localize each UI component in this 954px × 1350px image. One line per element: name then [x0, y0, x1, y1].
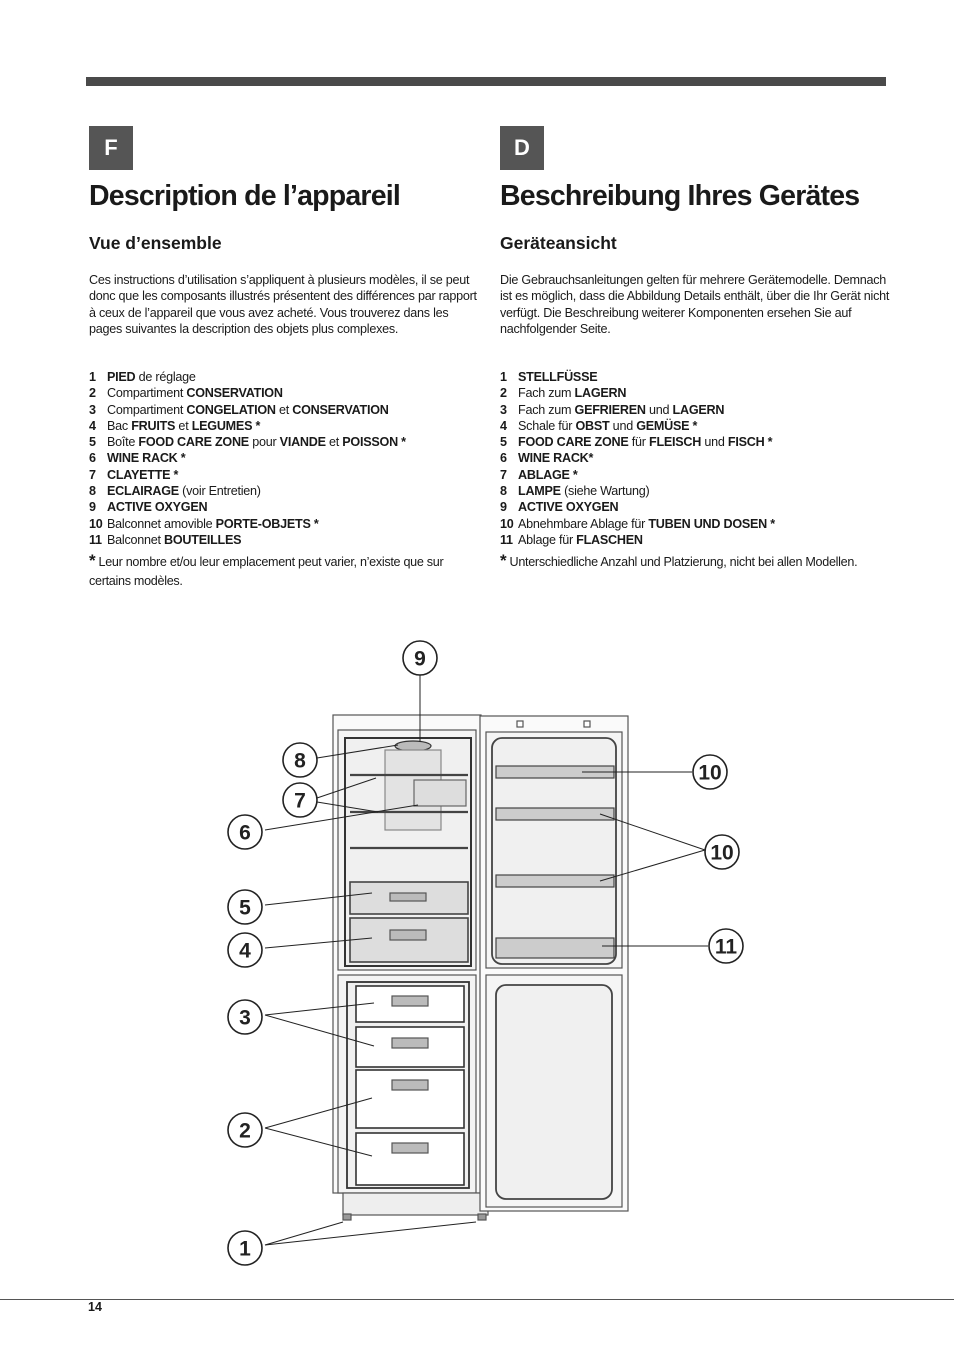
- item-number: 4: [500, 418, 507, 433]
- item-text: et: [175, 418, 192, 433]
- item-term: LAMPE: [518, 484, 561, 499]
- adjustable-foot: [343, 1214, 351, 1220]
- item-number: 5: [500, 435, 507, 450]
- item-term: GEFRIEREN: [574, 402, 646, 417]
- item-term: FOOD CARE ZONE: [518, 435, 629, 450]
- footnote-star: *: [89, 551, 96, 570]
- callout-number: 10: [710, 841, 734, 865]
- item-text: für: [628, 435, 649, 450]
- item-term: LAGERN: [574, 386, 627, 401]
- item-term: TUBEN UND DOSEN *: [648, 516, 775, 531]
- callout-number: 1: [239, 1237, 251, 1261]
- item-text: Compartiment: [107, 386, 187, 401]
- item-text: et: [275, 402, 293, 417]
- item-term: STELLFÜSSE: [518, 370, 598, 384]
- item-term: ABLAGE *: [518, 467, 578, 482]
- section-title-fr: Vue d’ensemble: [89, 233, 222, 253]
- drawer-handle: [392, 1080, 428, 1090]
- item-number: 4: [89, 418, 96, 433]
- callout-number: 7: [294, 789, 306, 813]
- callout-number: 9: [414, 647, 426, 671]
- item-number: 8: [500, 484, 507, 499]
- item-number: 11: [500, 532, 513, 547]
- item-number: 8: [89, 484, 96, 499]
- item-term: CONGELATION: [186, 402, 276, 417]
- item-number: 11: [89, 532, 102, 547]
- footnote-star: *: [500, 551, 507, 570]
- item-text: Abnehmbare Ablage für: [518, 516, 649, 531]
- drawer-handle: [390, 930, 426, 940]
- item-term: ACTIVE OXYGEN: [518, 500, 619, 515]
- item-number: 9: [500, 500, 507, 515]
- item-text: Compartiment: [107, 402, 187, 417]
- item-term: FRUITS: [131, 418, 176, 433]
- item-text: Fach zum: [518, 386, 575, 401]
- callout-number: 4: [239, 939, 251, 963]
- item-number: 2: [89, 386, 96, 401]
- item-term: WINE RACK *: [107, 451, 186, 466]
- item-number: 6: [500, 451, 507, 466]
- item-term: OBST: [575, 418, 610, 433]
- item-text: (siehe Wartung): [560, 484, 650, 499]
- item-number: 9: [89, 500, 96, 515]
- language-badge-f: F: [89, 126, 133, 170]
- item-term: FISCH *: [727, 435, 773, 450]
- item-term: POISSON *: [342, 435, 406, 450]
- door-hinge-mark: [517, 721, 523, 727]
- section-title-de: Geräteansicht: [500, 233, 617, 253]
- item-text: et: [325, 435, 343, 450]
- item-term: FLEISCH: [649, 435, 702, 450]
- item-term: CONSERVATION: [186, 386, 283, 401]
- plinth: [343, 1193, 488, 1215]
- item-text: Bac: [107, 418, 132, 433]
- freezer-drawer: [356, 1133, 464, 1185]
- language-badge-d: D: [500, 126, 544, 170]
- door-hinge-mark: [584, 721, 590, 727]
- item-term: PIED: [107, 370, 136, 384]
- item-text: Balconnet: [107, 532, 165, 547]
- door-balcony: [496, 875, 614, 887]
- drawer-handle: [390, 893, 426, 901]
- item-term: CLAYETTE *: [107, 467, 179, 482]
- intro-text-de: Die Gebrauchsanleitungen gelten für mehrere Gerätemodelle. Demnach ist es möglich, dass die Abbildung Details enthält, über die Ihr Gerät nicht verfügt. Die Beschreibung weiterer Komponenten ersehen Sie auf nachfolgender Seite.: [500, 273, 890, 336]
- item-term: PORTE-OBJETS *: [215, 516, 319, 531]
- callout-number: 8: [294, 749, 306, 773]
- item-text: Boîte: [107, 435, 139, 450]
- item-number: 5: [89, 435, 96, 450]
- item-term: BOUTEILLES: [164, 532, 242, 547]
- callout-number: 5: [239, 896, 251, 920]
- item-text: (voir Entretien): [178, 484, 261, 499]
- page-number: 14: [88, 1300, 102, 1314]
- bottom-rule: [0, 1299, 954, 1300]
- item-text: und: [609, 418, 637, 433]
- item-text: Ablage für: [518, 532, 577, 547]
- item-term: GEMÜSE *: [636, 418, 698, 433]
- callout-number: 11: [714, 935, 738, 959]
- item-term: CONSERVATION: [292, 402, 389, 417]
- item-text: Schale für: [518, 418, 576, 433]
- drawer-handle: [392, 996, 428, 1006]
- item-text: Fach zum: [518, 402, 575, 417]
- item-number: 7: [89, 467, 96, 482]
- callout-number: 2: [239, 1119, 251, 1143]
- freezer-door-liner: [496, 985, 612, 1199]
- item-text: de réglage: [135, 370, 196, 384]
- item-text: Balconnet amovible: [107, 516, 216, 531]
- item-term: FOOD CARE ZONE: [138, 435, 249, 450]
- drawer-handle: [392, 1038, 428, 1048]
- callout-number: 3: [239, 1006, 251, 1030]
- item-number: 3: [500, 402, 507, 417]
- item-term: LEGUMES *: [191, 418, 261, 433]
- adjustable-foot: [478, 1214, 486, 1220]
- item-number: 10: [89, 516, 103, 531]
- footnote-text: Unterschiedliche Anzahl und Platzierung, nicht bei allen Modellen.: [506, 555, 858, 569]
- wine-rack: [414, 780, 466, 806]
- item-number: 6: [89, 451, 96, 466]
- page-title-fr: Description de l’appareil: [89, 180, 401, 212]
- drawer-handle: [392, 1143, 428, 1153]
- door-balcony: [496, 808, 614, 820]
- page-title-de: Beschreibung Ihres Gerätes: [500, 180, 860, 212]
- item-term: VIANDE: [279, 435, 326, 450]
- item-term: FLASCHEN: [576, 532, 643, 547]
- freezer-drawer: [356, 1070, 464, 1128]
- item-term: LAGERN: [672, 402, 725, 417]
- item-text: und: [701, 435, 728, 450]
- item-term: ECLAIRAGE: [107, 484, 179, 499]
- item-number: 10: [500, 516, 514, 531]
- item-text: pour: [248, 435, 280, 450]
- item-number: 1: [500, 370, 507, 384]
- item-term: ACTIVE OXYGEN: [107, 500, 208, 515]
- item-number: 2: [500, 386, 507, 401]
- bottle-balcony: [496, 938, 614, 958]
- item-number: 1: [89, 370, 96, 384]
- item-number: 7: [500, 467, 507, 482]
- item-text: und: [645, 402, 673, 417]
- footnote-text: Leur nombre et/ou leur emplacement peut varier, n’existe que sur certains modèles.: [89, 555, 444, 588]
- item-term: WINE RACK*: [518, 451, 594, 466]
- callout-number: 6: [239, 821, 251, 845]
- callout-number: 10: [698, 761, 722, 785]
- item-number: 3: [89, 402, 96, 417]
- intro-text-fr: Ces instructions d’utilisation s’appliquent à plusieurs modèles, il se peut donc que les composants illustrés présentent des différences par rapport à ceux de l’appareil que vous avez acheté. Vous trouverez dans les pages suivantes la description des objets plus complexes.: [89, 273, 477, 336]
